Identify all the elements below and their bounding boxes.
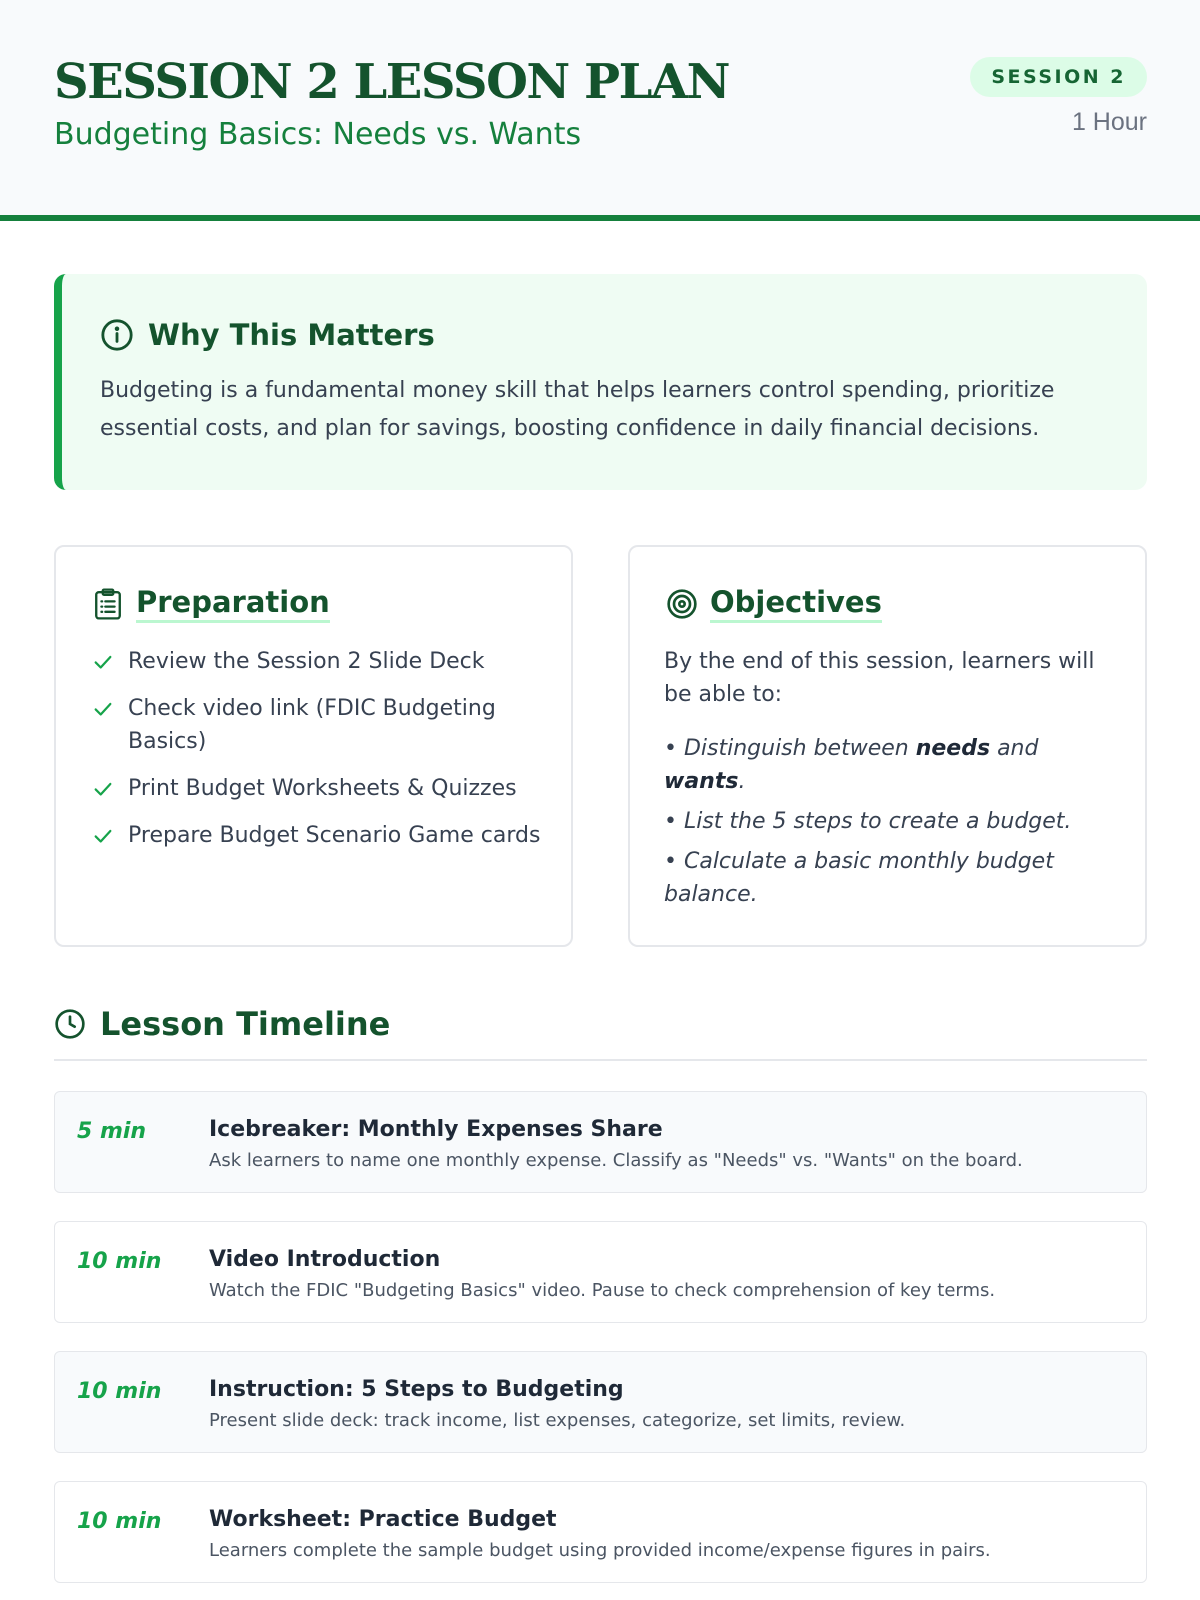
page-subtitle: Budgeting Basics: Needs vs. Wants	[54, 117, 582, 152]
list-item-label: Print Budget Worksheets & Quizzes	[128, 776, 517, 801]
session-duration: 1 Hour	[1071, 108, 1147, 136]
page-header	[0, 0, 1200, 221]
objectives-intro: By the end of this session, learners will be able to:	[664, 649, 1095, 707]
session-badge: SESSION 2	[970, 57, 1147, 97]
timeline-title: Video Introduction	[209, 1247, 441, 1272]
timeline-duration: 10 min	[77, 1509, 162, 1534]
timeline-description: Ask learners to name one monthly expense. Classify as "Needs" vs. "Wants" on the board.	[209, 1150, 1023, 1171]
clipboard-list-icon	[92, 587, 124, 621]
check-icon	[92, 825, 114, 847]
list-item	[92, 645, 542, 678]
timeline-item	[54, 1091, 1147, 1193]
timeline-duration: 10 min	[77, 1379, 162, 1404]
list-item	[92, 772, 542, 805]
page-title: SESSION 2 LESSON PLAN	[54, 54, 729, 110]
info-circle-icon	[100, 318, 134, 352]
divider	[54, 1059, 1147, 1061]
preparation-heading	[92, 585, 330, 623]
objectives-list	[664, 732, 1114, 918]
timeline-duration: 10 min	[77, 1249, 162, 1274]
timeline-heading-text: Lesson Timeline	[100, 1005, 391, 1043]
timeline-title: Worksheet: Practice Budget	[209, 1507, 557, 1532]
preparation-list	[92, 645, 542, 866]
list-item-label: Check video link (FDIC Budgeting Basics)	[128, 696, 496, 754]
timeline-duration: 5 min	[77, 1119, 147, 1144]
timeline-item	[54, 1351, 1147, 1453]
timeline-description: Present slide deck: track income, list expenses, categorize, set limits, review.	[209, 1410, 906, 1431]
timeline-title: Icebreaker: Monthly Expenses Share	[209, 1117, 663, 1142]
clock-icon	[54, 1008, 86, 1040]
timeline-title: Instruction: 5 Steps to Budgeting	[209, 1377, 624, 1402]
list-item	[92, 692, 542, 758]
timeline-item	[54, 1481, 1147, 1583]
check-icon	[92, 778, 114, 800]
list-item-label: Review the Session 2 Slide Deck	[128, 649, 485, 674]
why-text: Budgeting is a fundamental money skill that helps learners control spending, prioritize essential costs, and plan for savings, boosting confidence in daily financial decisions.	[100, 378, 1055, 441]
timeline-item	[54, 1221, 1147, 1323]
objectives-heading	[666, 585, 882, 623]
objectives-heading-text: Objectives	[710, 585, 882, 623]
list-item: • Distinguish between needs and wants.	[664, 736, 1039, 794]
check-icon	[92, 651, 114, 673]
target-icon	[666, 587, 698, 621]
objectives-card	[628, 545, 1147, 947]
why-heading	[100, 318, 435, 352]
why-this-matters-callout	[54, 274, 1147, 490]
why-heading-text: Why This Matters	[148, 318, 435, 352]
check-icon	[92, 698, 114, 720]
preparation-card	[54, 545, 573, 947]
timeline-description: Learners complete the sample budget using provided income/expense figures in pairs.	[209, 1540, 991, 1561]
timeline-heading	[54, 1005, 390, 1043]
list-item: • Calculate a basic monthly budget balance.	[664, 849, 1054, 907]
list-item-label: Prepare Budget Scenario Game cards	[128, 823, 541, 848]
list-item	[92, 819, 542, 852]
preparation-heading-text: Preparation	[136, 585, 330, 623]
list-item: • List the 5 steps to create a budget.	[664, 809, 1072, 834]
timeline-description: Watch the FDIC "Budgeting Basics" video. Pause to check comprehension of key terms.	[209, 1280, 996, 1301]
